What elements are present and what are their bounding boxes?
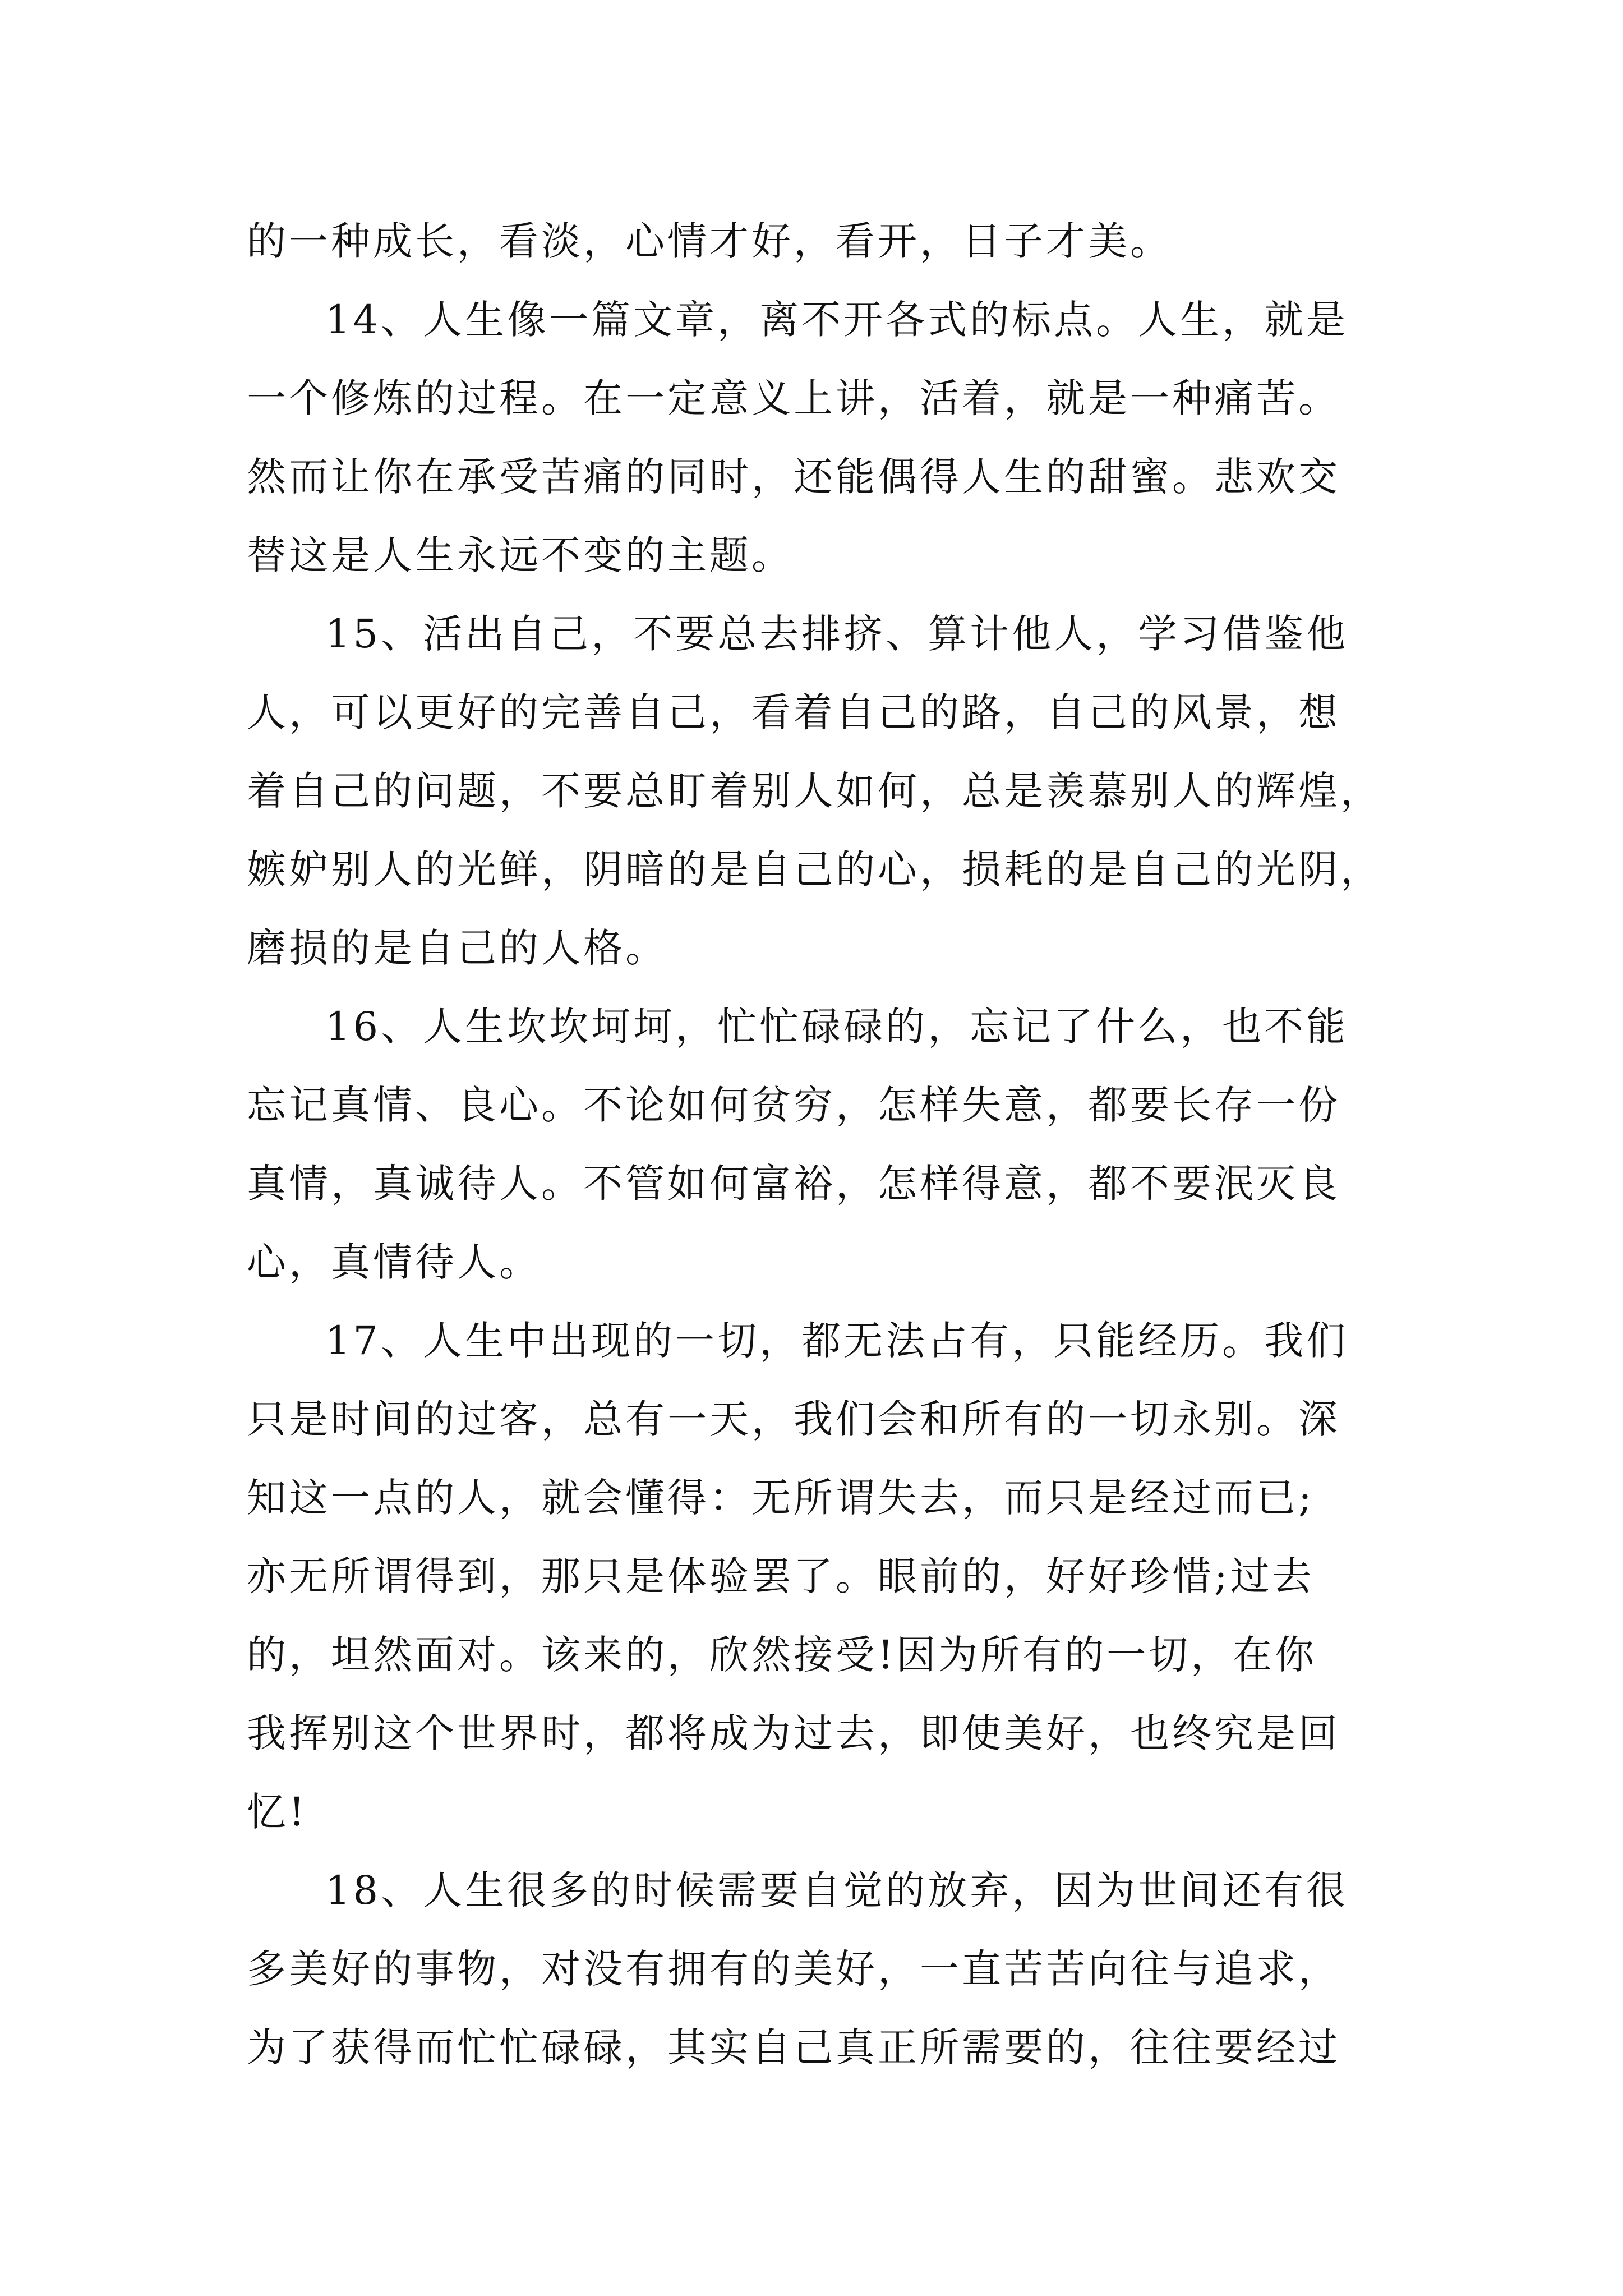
paragraph-line: 17、人生中出现的一切，都无法占有，只能经历。我们 <box>325 1318 1349 1364</box>
paragraph-line: 忘记真情、良心。不论如何贫穷，怎样失意，都要长存一份 <box>247 1082 1340 1128</box>
paragraph-line: 磨损的是自己的人格。 <box>247 925 667 971</box>
paragraph-line: 替这是人生永远不变的主题。 <box>247 532 794 578</box>
paragraph-line: 人，可以更好的完善自己，看着自己的路，自己的风景，想 <box>247 689 1340 735</box>
paragraph-line: 18、人生很多的时候需要自觉的放弃，因为世间还有很 <box>325 1867 1349 1913</box>
paragraph-line: 一个修炼的过程。在一定意义上讲，活着，就是一种痛苦。 <box>247 375 1340 421</box>
paragraph-line: 的，坦然面对。该来的，欣然接受!因为所有的一切，在你 <box>247 1632 1317 1678</box>
paragraph-line: 我挥别这个世界时，都将成为过去，即使美好，也终究是回 <box>247 1710 1340 1756</box>
paragraph-line: 亦无所谓得到，那只是体验罢了。眼前的，好好珍惜;过去 <box>247 1553 1315 1599</box>
paragraph-line: 忆! <box>247 1789 308 1835</box>
paragraph-line: 真情，真诚待人。不管如何富裕，怎样得意，都不要泯灭良 <box>247 1161 1340 1207</box>
paragraph-line: 知这一点的人，就会懂得：无所谓失去，而只是经过而已; <box>247 1475 1315 1521</box>
paragraph-line: 为了获得而忙忙碌碌，其实自己真正所需要的，往往要经过 <box>247 2024 1340 2070</box>
paragraph-line: 14、人生像一篇文章，离不开各式的标点。人生，就是 <box>325 297 1349 343</box>
paragraph-line: 嫉妒别人的光鲜，阴暗的是自己的心，损耗的是自己的光阴， <box>247 846 1382 892</box>
paragraph-line: 只是时间的过客，总有一天，我们会和所有的一切永别。深 <box>247 1396 1340 1442</box>
paragraph-line: 的一种成长，看淡，心情才好，看开，日子才美。 <box>247 218 1172 264</box>
paragraph-line: 16、人生坎坎坷坷，忙忙碌碌的，忘记了什么，也不能 <box>325 1004 1349 1050</box>
paragraph-line: 15、活出自己，不要总去排挤、算计他人，学习借鉴他 <box>325 611 1349 657</box>
paragraph-line: 着自己的问题，不要总盯着别人如何，总是羡慕别人的辉煌， <box>247 768 1382 814</box>
paragraph-line: 心，真情待人。 <box>247 1239 541 1285</box>
document-body <box>247 202 1391 2087</box>
paragraph-line: 多美好的事物，对没有拥有的美好，一直苦苦向往与追求， <box>247 1946 1340 1992</box>
paragraph-line: 然而让你在承受苦痛的同时，还能偶得人生的甜蜜。悲欢交 <box>247 454 1340 500</box>
